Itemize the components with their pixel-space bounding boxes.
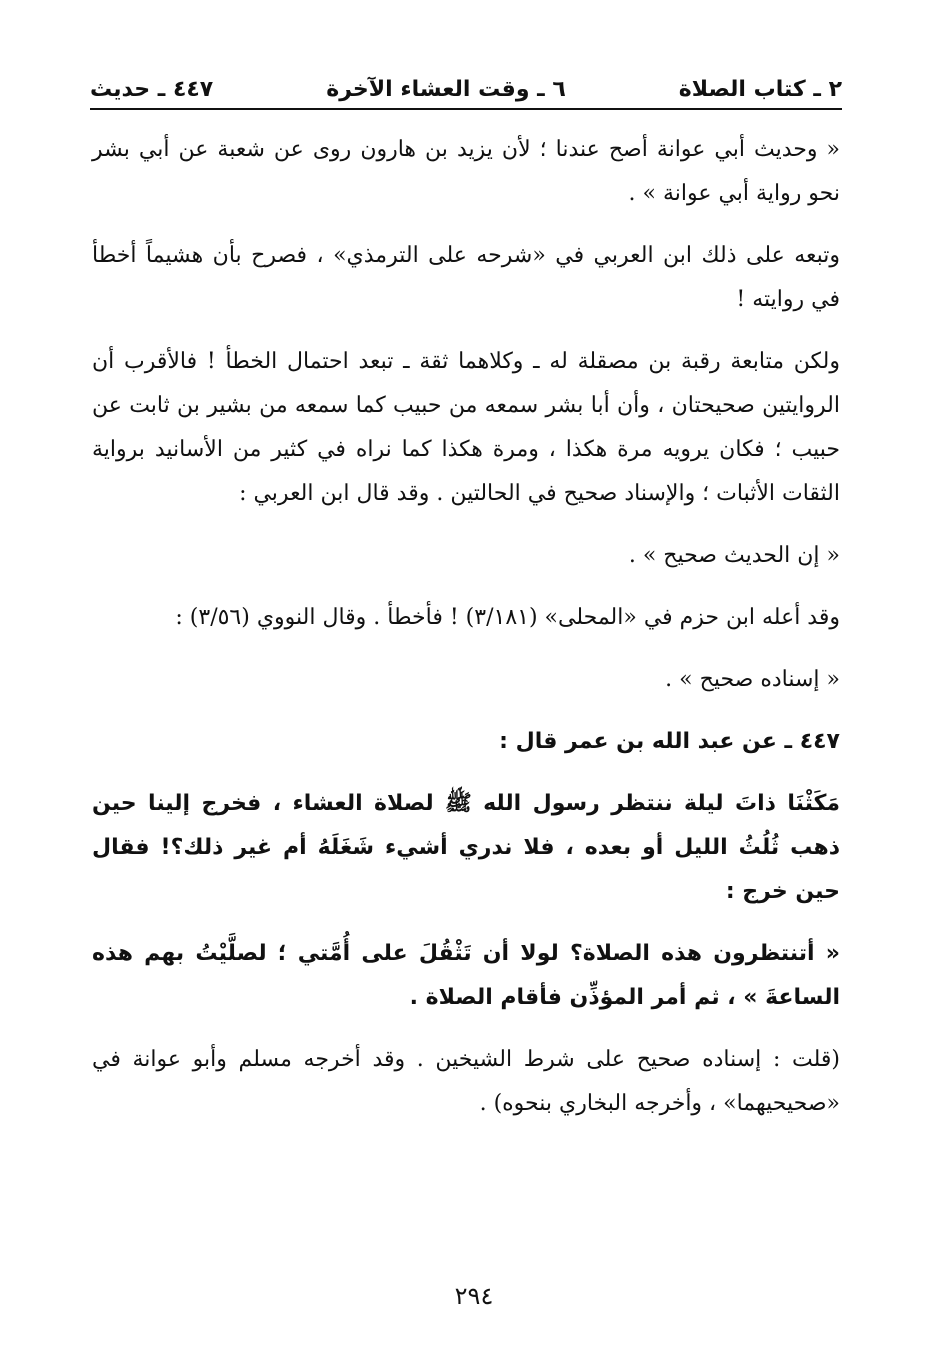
header-hadith-number: ٤٤٧ ـ حديث: [90, 77, 214, 102]
paragraph-quote-isnad: « إسناده صحيح » .: [665, 667, 840, 692]
paragraph-quote-sahih: « إن الحديث صحيح » .: [628, 543, 840, 568]
header-chapter: ٢ ـ كتاب الصلاة: [678, 77, 842, 102]
page-body: [92, 128, 840, 1144]
paragraph-mutaba-raqaba: ولكن متابعة رقبة بن مصقلة له ـ وكلاهما ثقة ـ تبعد احتمال الخطأ ! فالأقرب أن الروايتين صحيحتان ، وأن أبا بشر سمعه من حبيب كما سمعه من بشير بن ثابت عن حبيب ؛ فكان يرويه مرة هكذا ، ومرة هكذا كما نراه في كثير من الأسانيد برواية الثقات الأثبات ؛ والإسناد صحيح في الحالتين . وقد قال ابن العربي :: [92, 349, 840, 506]
paragraph-ibn-hazm: وقد أعله ابن حزم في «المحلى» (٣/١٨١) ! فأخطأ . وقال النووي (٣/٥٦) :: [175, 605, 840, 630]
paragraph-quote-abu-awana: « وحديث أبي عوانة أصح عندنا ؛ لأن يزيد بن هارون روى عن شعبة عن أبي بشر نحو رواية أبي عوانة » .: [92, 137, 840, 206]
paragraph-ibn-al-arabi: وتبعه على ذلك ابن العربي في «شرحه على الترمذي» ، فصرح بأن هشيماً أخطأ في روايته !: [92, 243, 840, 312]
page-number: ٢٩٤: [454, 1282, 494, 1310]
hadith-447-heading: ٤٤٧ ـ عن عبد الله بن عمر قال :: [499, 729, 840, 754]
header-divider: [90, 108, 842, 110]
running-header: [90, 64, 842, 108]
hadith-447-quote: « أتنتظرون هذه الصلاة؟ لولا أن تَثْقُلَ على أُمَّتي ؛ لصلَّيْتُ بهم هذه الساعةَ » ، ثم أمر المؤذِّن فأقام الصلاة .: [92, 941, 840, 1010]
paragraph-commentary: (قلت : إسناده صحيح على شرط الشيخين . وقد أخرجه مسلم وأبو عوانة في «صحيحيهما» ، وأخرجه البخاري بنحوه) .: [92, 1047, 840, 1116]
hadith-447-text: مَكَثْنَا ذاتَ ليلة ننتظر رسول الله ﷺ لصلاة العشاء ، فخرج إلينا حين ذهب ثُلُثُ الليل أو بعده ، فلا ندري أشيء شَغَلَهُ أم غير ذلك؟! فقال حين خرج :: [92, 791, 840, 904]
header-section: ٦ ـ وقت العشاء الآخرة: [326, 77, 566, 102]
